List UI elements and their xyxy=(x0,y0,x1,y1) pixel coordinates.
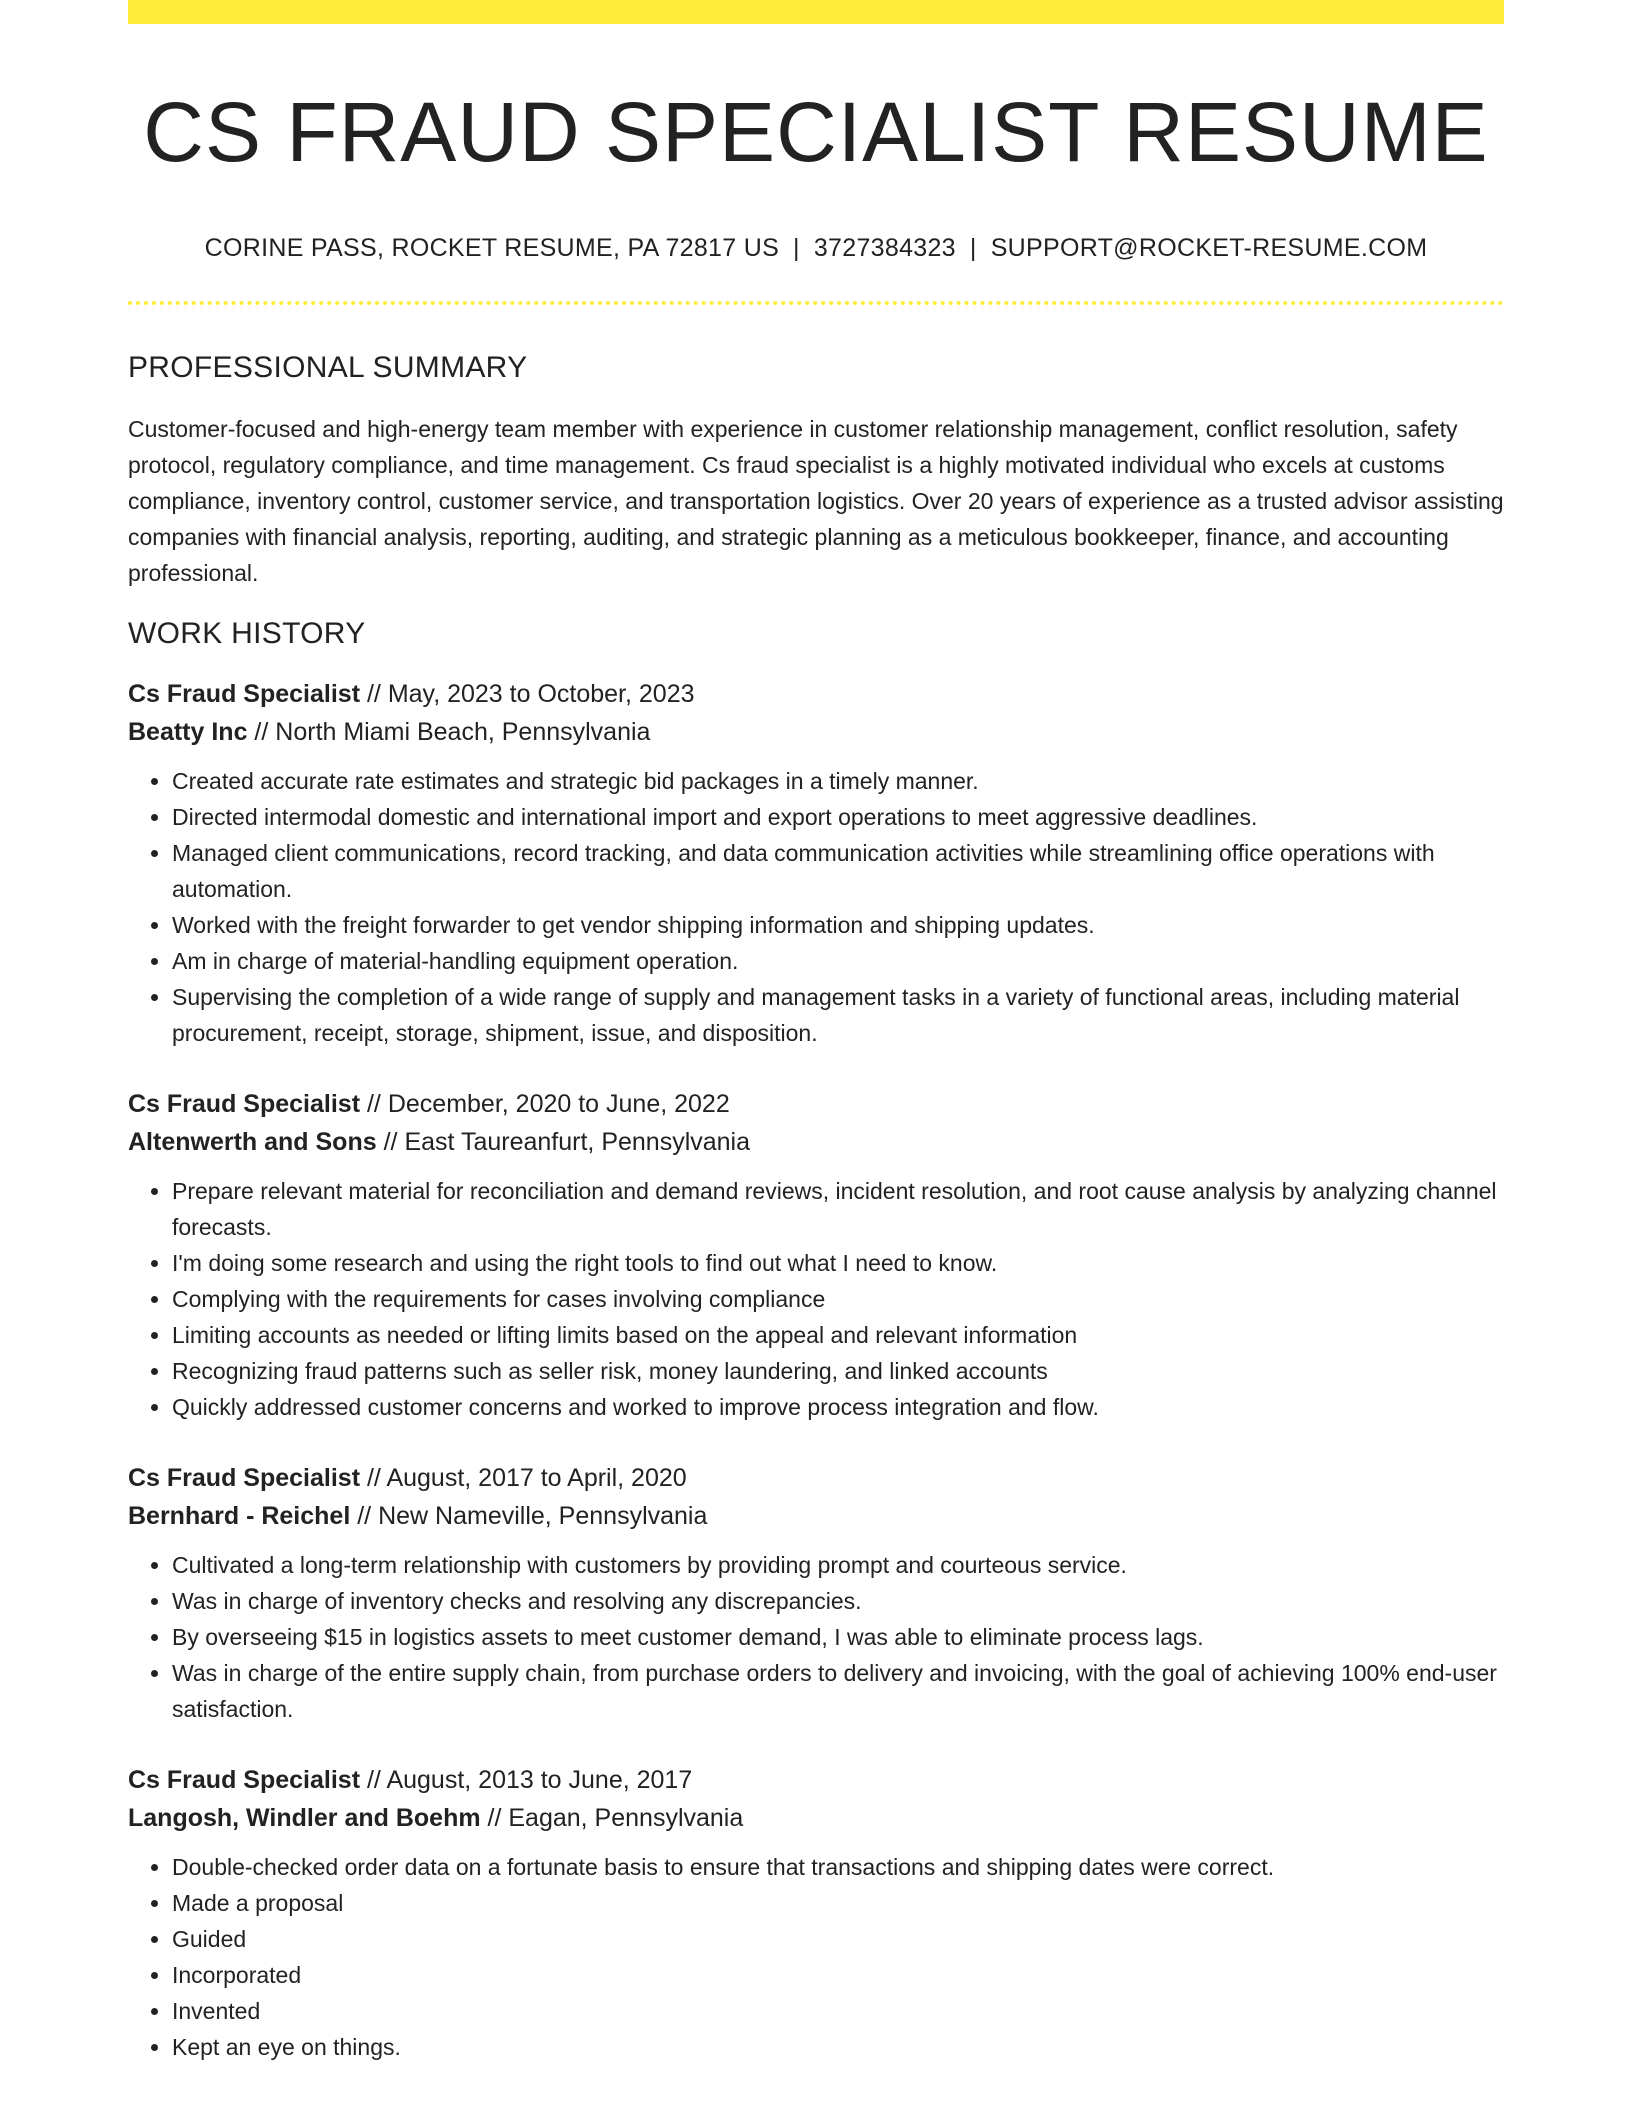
contact-email: SUPPORT@ROCKET-RESUME.COM xyxy=(990,234,1428,263)
job-bullet-list xyxy=(128,1547,1504,1727)
job-delimiter: // xyxy=(376,1128,405,1157)
job-dates: May, 2023 to October, 2023 xyxy=(387,680,695,709)
job-delimiter: // xyxy=(360,1464,387,1493)
job-company: Altenwerth and Sons xyxy=(128,1128,377,1157)
job-bullet-item: • Quickly addressed customer concerns and worked to improve process integration and flow. xyxy=(172,1389,1504,1425)
job-company: Langosh, Windler and Boehm xyxy=(128,1804,481,1833)
job-title: Cs Fraud Specialist xyxy=(128,680,361,709)
job-location: New Nameville, Pennsylvania xyxy=(378,1502,708,1531)
job-bullet-item: • Incorporated xyxy=(172,1957,1504,1993)
top-accent-bar xyxy=(128,0,1504,24)
job-bullet-item: • Supervising the completion of a wide range of supply and management tasks in a variety of functional areas, including material procurement, receipt, storage, shipment, issue, and disposition. xyxy=(172,979,1504,1051)
job-company: Beatty Inc xyxy=(128,718,248,747)
job-dates: August, 2013 to June, 2017 xyxy=(386,1766,693,1795)
job-dates: December, 2020 to June, 2022 xyxy=(387,1090,730,1119)
job-bullet-item: • Guided xyxy=(172,1921,1504,1957)
job-bullet-item: • Prepare relevant material for reconciliation and demand reviews, incident resolution, and root cause analysis by analyzing channel forecasts. xyxy=(172,1173,1504,1245)
job-entry xyxy=(128,1761,1504,2065)
job-company: Bernhard - Reichel xyxy=(128,1502,351,1531)
dotted-divider xyxy=(128,301,1504,305)
contact-phone: 3727384323 xyxy=(813,234,956,263)
job-title-line xyxy=(128,1459,1504,1497)
job-title-line xyxy=(128,675,1504,713)
job-bullet-item: • Invented xyxy=(172,1993,1504,2029)
job-delimiter: // xyxy=(360,1090,388,1119)
job-bullet-item: • Worked with the freight forwarder to get vendor shipping information and shipping updates. xyxy=(172,907,1504,943)
job-company-line xyxy=(128,1123,1504,1161)
job-title-line xyxy=(128,1761,1504,1799)
job-bullet-item: • Managed client communications, record tracking, and data communication activities while streamlining office operations with automation. xyxy=(172,835,1504,907)
page-title: CS FRAUD SPECIALIST RESUME xyxy=(143,85,1489,179)
work-history-heading: WORK HISTORY xyxy=(128,617,366,651)
job-delimiter: // xyxy=(360,680,388,709)
job-company-line xyxy=(128,713,1504,751)
job-title: Cs Fraud Specialist xyxy=(128,1464,361,1493)
contact-address: CORINE PASS, ROCKET RESUME, PA 72817 US xyxy=(204,234,780,263)
job-bullet-item: • Complying with the requirements for cases involving compliance xyxy=(172,1281,1504,1317)
job-entry xyxy=(128,675,1504,1051)
job-delimiter: // xyxy=(360,1766,387,1795)
job-bullet-item: • Was in charge of the entire supply chain, from purchase orders to delivery and invoicing, with the goal of achieving 100% end-user satisfaction. xyxy=(172,1655,1504,1727)
job-bullet-item: • Double-checked order data on a fortunate basis to ensure that transactions and shipping dates were correct. xyxy=(172,1849,1504,1885)
job-location: East Taureanfurt, Pennsylvania xyxy=(404,1128,751,1157)
job-bullet-item: • Cultivated a long-term relationship with customers by providing prompt and courteous service. xyxy=(172,1547,1504,1583)
summary-heading: PROFESSIONAL SUMMARY xyxy=(128,351,528,385)
job-title: Cs Fraud Specialist xyxy=(128,1766,361,1795)
contact-separator: | xyxy=(793,234,800,263)
resume-page xyxy=(128,0,1504,2065)
job-bullet-list xyxy=(128,1849,1504,2065)
contact-line xyxy=(128,234,1504,263)
job-bullet-item: • Am in charge of material-handling equipment operation. xyxy=(172,943,1504,979)
job-location: North Miami Beach, Pennsylvania xyxy=(275,718,651,747)
job-entry xyxy=(128,1459,1504,1727)
job-bullet-item: • Recognizing fraud patterns such as seller risk, money laundering, and linked accounts xyxy=(172,1353,1504,1389)
job-bullet-item: • Kept an eye on things. xyxy=(172,2029,1504,2065)
job-entry xyxy=(128,1085,1504,1425)
job-delimiter: // xyxy=(247,718,276,747)
job-list xyxy=(128,675,1504,2065)
job-bullet-item: • Directed intermodal domestic and international import and export operations to meet aggressive deadlines. xyxy=(172,799,1504,835)
job-company-line xyxy=(128,1799,1504,1837)
job-location: Eagan, Pennsylvania xyxy=(508,1804,744,1833)
job-bullet-list xyxy=(128,763,1504,1051)
job-bullet-list xyxy=(128,1173,1504,1425)
job-delimiter: // xyxy=(480,1804,509,1833)
job-bullet-item: • Limiting accounts as needed or lifting limits based on the appeal and relevant information xyxy=(172,1317,1504,1353)
job-bullet-item: • Made a proposal xyxy=(172,1885,1504,1921)
job-bullet-item: • By overseeing $15 in logistics assets to meet customer demand, I was able to eliminate process lags. xyxy=(172,1619,1504,1655)
job-bullet-item: • I'm doing some research and using the right tools to find out what I need to know. xyxy=(172,1245,1504,1281)
job-delimiter: // xyxy=(350,1502,379,1531)
job-bullet-item: • Created accurate rate estimates and strategic bid packages in a timely manner. xyxy=(172,763,1504,799)
job-company-line xyxy=(128,1497,1504,1535)
job-title: Cs Fraud Specialist xyxy=(128,1090,361,1119)
contact-separator: | xyxy=(969,234,977,263)
summary-text: Customer-focused and high-energy team member with experience in customer relationship management, conflict resolution, safety protocol, regulatory compliance, and time management. Cs fraud specialist is a highly motivated individual who excels at customs compliance, inventory control, customer service, and transportation logistics. Over 20 years of experience as a trusted advisor assisting companies with financial analysis, reporting, auditing, and strategic planning as a meticulous bookkeeper, finance, and accounting professional. xyxy=(128,416,1504,587)
job-title-line xyxy=(128,1085,1504,1123)
job-dates: August, 2017 to April, 2020 xyxy=(386,1464,687,1493)
job-bullet-item: • Was in charge of inventory checks and resolving any discrepancies. xyxy=(172,1583,1504,1619)
